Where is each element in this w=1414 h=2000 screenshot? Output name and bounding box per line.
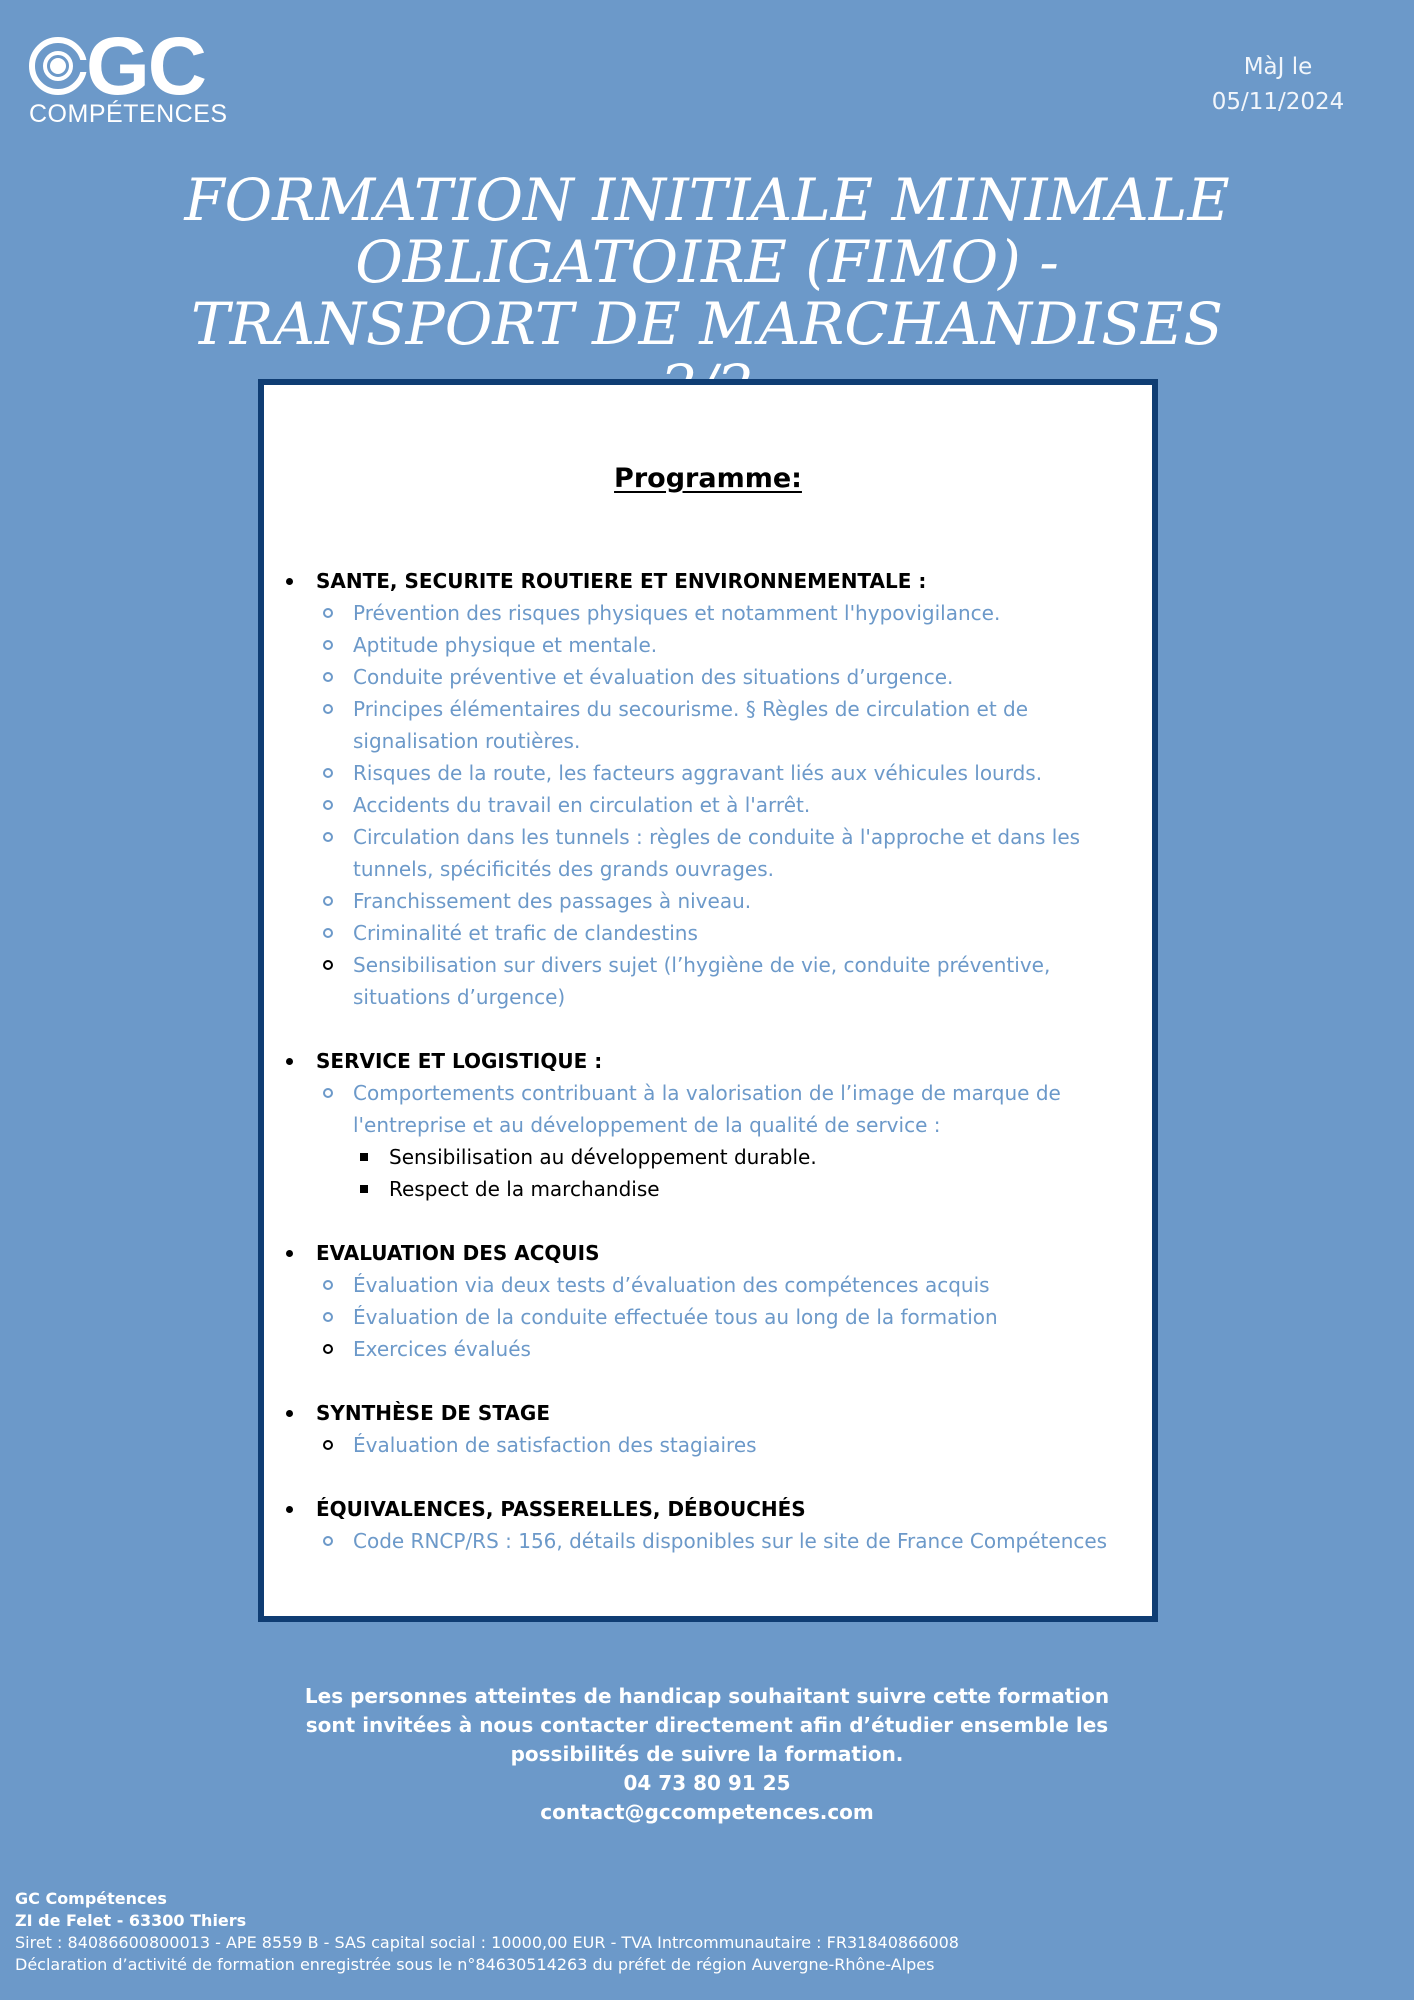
list-item: Exercices évalués	[280, 1333, 1142, 1365]
section-title: ÉQUIVALENCES, PASSERELLES, DÉBOUCHÉS	[280, 1493, 1142, 1525]
list-item: Risques de la route, les facteurs aggravant liés aux véhicules lourds.	[280, 757, 1142, 789]
list-item: Évaluation via deux tests d’évaluation des compétences acquis	[280, 1269, 1142, 1301]
list-item: Comportements contribuant à la valorisation de l’image de marque de l'entreprise et au développement de la qualité de service :	[280, 1077, 1142, 1141]
list-item: Évaluation de satisfaction des stagiaires	[280, 1429, 1142, 1461]
company-logo	[26, 21, 228, 132]
footer-declaration: Déclaration d’activité de formation enregistrée sous le n°84630514263 du préfet de région Auvergne-Rhône-Alpes	[15, 1955, 935, 1974]
section-items	[280, 1269, 1142, 1365]
page-title: FORMATION INITIALE MINIMALE OBLIGATOIRE (FIMO) - TRANSPORT DE MARCHANDISES	[184, 165, 1230, 358]
notice-text: Les personnes atteintes de handicap souhaitant suivre cette formation sont invitées à nous contacter directement afin d’étudier ensemble les possibilités de suivre la formation.	[304, 1684, 1110, 1766]
section-title: SERVICE ET LOGISTIQUE :	[280, 1045, 1142, 1077]
update-label: MàJ le	[1243, 54, 1313, 80]
contact-email[interactable]: contact@gccompetences.com	[540, 1800, 874, 1824]
list-item: Principes élémentaires du secourisme. § Règles de circulation et de signalisation routières.	[280, 693, 1142, 757]
update-value: 05/11/2024	[1211, 89, 1345, 115]
footer-legal: Siret : 84086600800013 - APE 8559 B - SAS capital social : 10000,00 EUR - TVA Intrcommunautaire : FR31840866008	[15, 1933, 959, 1952]
footer-address: ZI de Felet - 63300 Thiers	[15, 1911, 247, 1930]
list-item: Évaluation de la conduite effectuée tous au long de la formation	[280, 1301, 1142, 1333]
program-sections	[280, 565, 1142, 1589]
program-section	[280, 1397, 1142, 1461]
section-items	[280, 1525, 1142, 1557]
accessibility-notice	[282, 1682, 1132, 1827]
list-item: Aptitude physique et mentale.	[280, 629, 1142, 661]
program-section	[280, 1237, 1142, 1365]
list-item: Circulation dans les tunnels : règles de conduite à l'approche et dans les tunnels, spécificités des grands ouvrages.	[280, 821, 1142, 885]
program-heading: Programme:	[614, 463, 802, 494]
program-box	[258, 379, 1158, 1622]
section-items	[280, 1077, 1142, 1141]
sub-list-item: Respect de la marchandise	[280, 1173, 1142, 1205]
program-section	[280, 1493, 1142, 1557]
list-item: Sensibilisation sur divers sujet (l’hygiène de vie, conduite préventive, situations d’urgence)	[280, 949, 1142, 1013]
sub-list-item: Sensibilisation au développement durable.	[280, 1141, 1142, 1173]
logo-subtext: COMPÉTENCES	[29, 100, 228, 128]
list-item: Conduite préventive et évaluation des situations d’urgence.	[280, 661, 1142, 693]
logo-text: GC	[86, 21, 205, 112]
section-items	[280, 597, 1142, 1013]
list-item: Criminalité et trafic de clandestins	[280, 917, 1142, 949]
logo-ring-icon	[26, 34, 90, 98]
list-item: Code RNCP/RS : 156, détails disponibles sur le site de France Compétences	[280, 1525, 1142, 1557]
program-section	[280, 1045, 1142, 1205]
contact-phone[interactable]: 04 73 80 91 25	[623, 1771, 791, 1795]
list-item: Franchissement des passages à niveau.	[280, 885, 1142, 917]
section-title: EVALUATION DES ACQUIS	[280, 1237, 1142, 1269]
update-date	[1198, 50, 1358, 120]
section-title: SYNTHÈSE DE STAGE	[280, 1397, 1142, 1429]
footer	[15, 1888, 1395, 1976]
section-items	[280, 1429, 1142, 1461]
program-section	[280, 565, 1142, 1013]
section-title: SANTE, SECURITE ROUTIERE ET ENVIRONNEMENTALE :	[280, 565, 1142, 597]
footer-company: GC Compétences	[15, 1889, 167, 1908]
list-item: Accidents du travail en circulation et à l'arrêt.	[280, 789, 1142, 821]
list-item: Prévention des risques physiques et notamment l'hypovigilance.	[280, 597, 1142, 629]
